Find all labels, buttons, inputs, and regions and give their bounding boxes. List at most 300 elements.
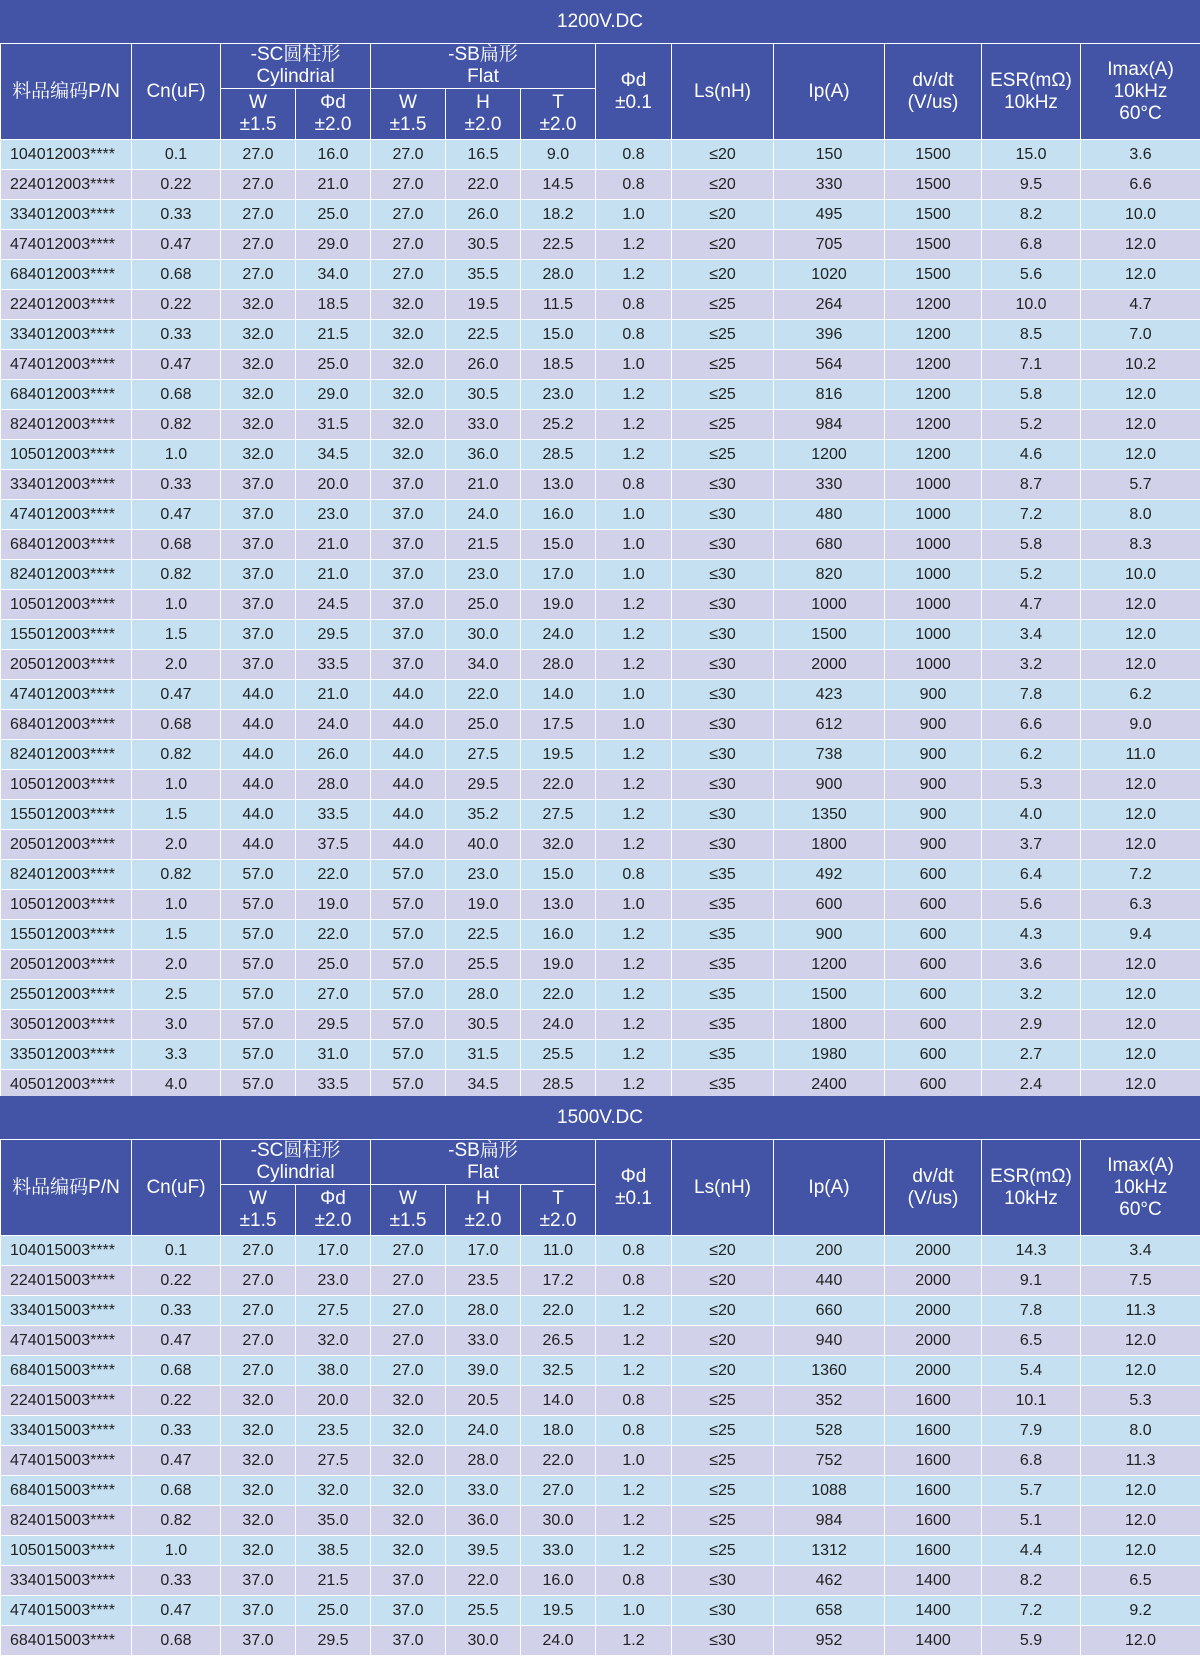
table-cell: 57.0 (371, 950, 446, 980)
table-cell: 33.0 (521, 1536, 596, 1566)
table-cell: 37.0 (221, 530, 296, 560)
table-cell: 20.0 (296, 470, 371, 500)
table-cell: 224015003**** (1, 1386, 132, 1416)
table-cell: 0.82 (132, 560, 221, 590)
table-cell: 440 (774, 1266, 885, 1296)
table-row (1, 1536, 1200, 1566)
table-cell: 24.0 (446, 1416, 521, 1446)
table-row (1, 260, 1200, 290)
table-cell: 27.0 (221, 1266, 296, 1296)
table-cell: 952 (774, 1626, 885, 1656)
table-cell: 2000 (885, 1326, 982, 1356)
table-cell: 684015003**** (1, 1476, 132, 1506)
table-cell: 30.5 (446, 1010, 521, 1040)
table-cell: 7.2 (982, 1596, 1081, 1626)
table-cell: 0.47 (132, 1446, 221, 1476)
table-cell: 12.0 (1081, 590, 1200, 620)
table-cell: 21.0 (296, 680, 371, 710)
table-cell: 900 (885, 800, 982, 830)
table-cell: 0.1 (132, 140, 221, 170)
table-cell: ≤25 (672, 380, 774, 410)
table-cell: 44.0 (221, 830, 296, 860)
table-cell: 600 (885, 890, 982, 920)
header-sc-en: Cylindrial (221, 66, 370, 88)
table-cell: 1500 (885, 140, 982, 170)
table-cell: 57.0 (371, 1040, 446, 1070)
table-cell: 27.0 (221, 170, 296, 200)
table-cell: 16.5 (446, 140, 521, 170)
table-cell: 44.0 (371, 740, 446, 770)
table-cell: 1.2 (596, 1476, 672, 1506)
table-cell: 37.0 (221, 620, 296, 650)
table-cell: 57.0 (371, 1070, 446, 1100)
header-cn: Cn(uF) (132, 1140, 221, 1236)
table-cell: ≤30 (672, 1626, 774, 1656)
table-cell: 11.0 (521, 1236, 596, 1266)
table-cell: 224012003**** (1, 170, 132, 200)
table-cell: 2000 (774, 650, 885, 680)
table-row (1, 1266, 1200, 1296)
table-cell: 23.0 (521, 380, 596, 410)
table-cell: 32.0 (521, 830, 596, 860)
table-cell: 824012003**** (1, 410, 132, 440)
table-row (1, 830, 1200, 860)
table-cell: 1.2 (596, 1326, 672, 1356)
table-cell: ≤20 (672, 1266, 774, 1296)
table-cell: 24.0 (521, 1626, 596, 1656)
header-ls: Ls(nH) (672, 1140, 774, 1236)
table-cell: ≤20 (672, 140, 774, 170)
table-cell: 474015003**** (1, 1596, 132, 1626)
table-cell: 474015003**** (1, 1326, 132, 1356)
table-row (1, 530, 1200, 560)
table-cell: ≤20 (672, 1326, 774, 1356)
table-cell: 600 (885, 1010, 982, 1040)
table-cell: 2000 (885, 1356, 982, 1386)
table-cell: 1.2 (596, 1296, 672, 1326)
table-cell: 33.5 (296, 800, 371, 830)
table-cell: 0.1 (132, 1236, 221, 1266)
table-cell: 1200 (774, 440, 885, 470)
table-cell: 23.0 (446, 560, 521, 590)
table-cell: 1020 (774, 260, 885, 290)
table-cell: 10.0 (982, 290, 1081, 320)
table-cell: ≤20 (672, 230, 774, 260)
table-cell: 1.0 (596, 680, 672, 710)
header-sc-group (221, 1140, 371, 1185)
table-cell: 1600 (885, 1506, 982, 1536)
table-cell: 11.3 (1081, 1296, 1200, 1326)
table-cell: 23.5 (446, 1266, 521, 1296)
table-cell: ≤35 (672, 920, 774, 950)
table-cell: 0.8 (596, 320, 672, 350)
table-cell: 0.8 (596, 1386, 672, 1416)
table-cell: 3.6 (1081, 140, 1200, 170)
table-cell: 1.0 (596, 500, 672, 530)
table-cell: 34.5 (296, 440, 371, 470)
table-cell: 1360 (774, 1356, 885, 1386)
table-cell: ≤30 (672, 800, 774, 830)
table-cell: 104012003**** (1, 140, 132, 170)
table-cell: 27.0 (371, 260, 446, 290)
table-cell: 32.0 (221, 1446, 296, 1476)
table-cell: 6.6 (1081, 170, 1200, 200)
table-cell: 1800 (774, 1010, 885, 1040)
table-cell: 17.5 (521, 710, 596, 740)
table-cell: 0.82 (132, 1506, 221, 1536)
table-cell: 1.2 (596, 410, 672, 440)
table-cell: 105012003**** (1, 890, 132, 920)
table-cell: 1000 (885, 650, 982, 680)
table-cell: 27.0 (221, 1236, 296, 1266)
table-cell: 334012003**** (1, 470, 132, 500)
table-cell: 405012003**** (1, 1070, 132, 1100)
table-cell: 224012003**** (1, 290, 132, 320)
table-cell: 22.0 (446, 1566, 521, 1596)
table-cell: 17.0 (296, 1236, 371, 1266)
table-cell: 16.0 (521, 920, 596, 950)
table-cell: 44.0 (371, 770, 446, 800)
table-cell: 21.0 (296, 530, 371, 560)
table-cell: 7.2 (982, 500, 1081, 530)
table-row (1, 1040, 1200, 1070)
table-cell: 1500 (885, 170, 982, 200)
table-cell: 680 (774, 530, 885, 560)
table-cell: 334012003**** (1, 320, 132, 350)
table-cell: 27.0 (221, 200, 296, 230)
table-cell: 1600 (885, 1536, 982, 1566)
table-cell: 15.0 (521, 530, 596, 560)
table-cell: 9.0 (521, 140, 596, 170)
table-cell: 12.0 (1081, 950, 1200, 980)
table-cell: 33.5 (296, 1070, 371, 1100)
table-cell: ≤25 (672, 440, 774, 470)
table-cell: 5.2 (982, 410, 1081, 440)
table-cell: 4.6 (982, 440, 1081, 470)
table-cell: 37.0 (221, 1626, 296, 1656)
table-cell: 1600 (885, 1416, 982, 1446)
table-cell: 22.0 (521, 1296, 596, 1326)
header-ip: Ip(A) (774, 44, 885, 140)
table-cell: 0.47 (132, 680, 221, 710)
header-sb-h: H ±2.0 (446, 89, 521, 140)
table-cell: 14.5 (521, 170, 596, 200)
table-cell: 7.0 (1081, 320, 1200, 350)
table-cell: 8.2 (982, 1566, 1081, 1596)
table-cell: 57.0 (371, 860, 446, 890)
table-cell: 0.33 (132, 320, 221, 350)
table-cell: 0.82 (132, 740, 221, 770)
table-cell: 0.47 (132, 1326, 221, 1356)
table-cell: 1000 (885, 500, 982, 530)
table-cell: 32.0 (371, 1446, 446, 1476)
table-cell: 9.0 (1081, 710, 1200, 740)
table-cell: 22.0 (446, 170, 521, 200)
table-cell: ≤35 (672, 1010, 774, 1040)
table-cell: 18.2 (521, 200, 596, 230)
table-cell: ≤25 (672, 290, 774, 320)
table-row (1, 1566, 1200, 1596)
table-cell: 32.0 (221, 410, 296, 440)
table-cell: 9.4 (1081, 920, 1200, 950)
header-sc-w: W ±1.5 (221, 89, 296, 140)
table-cell: 37.5 (296, 830, 371, 860)
table-cell: 612 (774, 710, 885, 740)
table-cell: 0.22 (132, 290, 221, 320)
table-cell: 2.7 (982, 1040, 1081, 1070)
table-cell: 27.5 (521, 800, 596, 830)
table-cell: 32.0 (371, 290, 446, 320)
table-cell: 1.0 (596, 560, 672, 590)
section-1500v (0, 1096, 1200, 1656)
table-cell: 8.3 (1081, 530, 1200, 560)
table-cell: 5.6 (982, 260, 1081, 290)
table-cell: 25.2 (521, 410, 596, 440)
table-cell: 12.0 (1081, 1626, 1200, 1656)
table-cell: 30.5 (446, 230, 521, 260)
table-cell: 0.68 (132, 260, 221, 290)
table-cell: 5.7 (982, 1476, 1081, 1506)
table-cell: 19.5 (446, 290, 521, 320)
table-cell: 492 (774, 860, 885, 890)
header-sc-phid: Φd ±2.0 (296, 89, 371, 140)
table-cell: 12.0 (1081, 980, 1200, 1010)
table-cell: 26.5 (521, 1326, 596, 1356)
table-cell: 0.68 (132, 1626, 221, 1656)
table-row (1, 1596, 1200, 1626)
table-row (1, 680, 1200, 710)
table-cell: 984 (774, 1506, 885, 1536)
section-title: 1500V.DC (0, 1096, 1200, 1139)
table-cell: ≤25 (672, 1386, 774, 1416)
table-cell: 20.0 (296, 1386, 371, 1416)
table-cell: 21.5 (446, 530, 521, 560)
table-cell: 684015003**** (1, 1356, 132, 1386)
header-sb-w: W ±1.5 (371, 1185, 446, 1236)
table-cell: 0.82 (132, 410, 221, 440)
table-cell: 32.0 (296, 1326, 371, 1356)
table-cell: 37.0 (371, 1566, 446, 1596)
table-cell: ≤20 (672, 1296, 774, 1326)
table-cell: 1600 (885, 1386, 982, 1416)
table-cell: 12.0 (1081, 620, 1200, 650)
table-cell: 23.0 (296, 1266, 371, 1296)
table-cell: 104015003**** (1, 1236, 132, 1266)
table-row (1, 1236, 1200, 1266)
table-cell: 6.6 (982, 710, 1081, 740)
table-cell: ≤30 (672, 560, 774, 590)
table-cell: 1000 (885, 530, 982, 560)
header-pin: Φd ±0.1 (596, 1140, 672, 1236)
table-cell: 1.2 (596, 620, 672, 650)
table-cell: 27.0 (371, 200, 446, 230)
table-cell: 4.0 (982, 800, 1081, 830)
table-cell: 12.0 (1081, 800, 1200, 830)
table-cell: 334015003**** (1, 1566, 132, 1596)
table-cell: 0.47 (132, 230, 221, 260)
table-cell: 396 (774, 320, 885, 350)
table-cell: 12.0 (1081, 260, 1200, 290)
header-imax: Imax(A) 10kHz 60°C (1081, 1140, 1200, 1236)
table-cell: ≤30 (672, 710, 774, 740)
table-cell: 36.0 (446, 440, 521, 470)
table-cell: 1.2 (596, 1040, 672, 1070)
table-cell: 32.0 (371, 1416, 446, 1446)
table-cell: 22.0 (296, 860, 371, 890)
table-cell: 0.68 (132, 530, 221, 560)
table-cell: 305012003**** (1, 1010, 132, 1040)
table-cell: 5.8 (982, 380, 1081, 410)
table-cell: 1400 (885, 1626, 982, 1656)
table-cell: 12.0 (1081, 770, 1200, 800)
table-cell: 1.2 (596, 980, 672, 1010)
table-cell: 984 (774, 410, 885, 440)
table-cell: 25.0 (296, 1596, 371, 1626)
table-cell: 1.2 (596, 830, 672, 860)
table-cell: 57.0 (221, 1070, 296, 1100)
table-cell: 21.0 (446, 470, 521, 500)
table-cell: 32.0 (221, 440, 296, 470)
table-cell: 0.8 (596, 860, 672, 890)
table-cell: 1.2 (596, 1536, 672, 1566)
table-row (1, 710, 1200, 740)
table-cell: ≤30 (672, 1566, 774, 1596)
table-row (1, 920, 1200, 950)
table-row (1, 1386, 1200, 1416)
table-cell: 600 (885, 1040, 982, 1070)
table-cell: 28.0 (446, 980, 521, 1010)
table-row (1, 170, 1200, 200)
table-row (1, 1506, 1200, 1536)
table-cell: 6.8 (982, 1446, 1081, 1476)
table-cell: 13.0 (521, 890, 596, 920)
table-cell: 1500 (885, 260, 982, 290)
table-cell: 44.0 (371, 680, 446, 710)
table-cell: 27.0 (221, 1356, 296, 1386)
table-cell: ≤30 (672, 770, 774, 800)
table-cell: 0.33 (132, 1296, 221, 1326)
table-cell: 1.0 (596, 350, 672, 380)
table-cell: 1312 (774, 1536, 885, 1566)
table-cell: 3.4 (982, 620, 1081, 650)
table-cell: 474012003**** (1, 500, 132, 530)
table-cell: 29.5 (296, 620, 371, 650)
table-cell: 600 (885, 860, 982, 890)
table-cell: 7.9 (982, 1416, 1081, 1446)
table-cell: 0.8 (596, 470, 672, 500)
table-cell: 32.5 (521, 1356, 596, 1386)
table-cell: 27.0 (371, 1236, 446, 1266)
table-cell: 10.1 (982, 1386, 1081, 1416)
table-cell: 1.2 (596, 950, 672, 980)
table-cell: 2000 (885, 1236, 982, 1266)
table-cell: 37.0 (371, 560, 446, 590)
table-cell: 1800 (774, 830, 885, 860)
table-cell: 12.0 (1081, 830, 1200, 860)
table-cell: 57.0 (221, 860, 296, 890)
table-cell: ≤30 (672, 590, 774, 620)
table-cell: 14.3 (982, 1236, 1081, 1266)
table-cell: 26.0 (446, 350, 521, 380)
table-cell: 4.3 (982, 920, 1081, 950)
header-sc-group (221, 44, 371, 89)
table-cell: 684012003**** (1, 710, 132, 740)
table-cell: 32.0 (371, 350, 446, 380)
table-cell: 200 (774, 1236, 885, 1266)
table-cell: 2000 (885, 1296, 982, 1326)
table-cell: 12.0 (1081, 1506, 1200, 1536)
table-cell: 37.0 (221, 1596, 296, 1626)
table-cell: 1350 (774, 800, 885, 830)
table-cell: 17.0 (521, 560, 596, 590)
table-cell: 264 (774, 290, 885, 320)
table-cell: 10.2 (1081, 350, 1200, 380)
table-cell: 30.0 (521, 1506, 596, 1536)
table-cell: 37.0 (371, 590, 446, 620)
table-row (1, 290, 1200, 320)
table-cell: 23.5 (296, 1416, 371, 1446)
table-cell: 900 (885, 680, 982, 710)
table-cell: 1200 (774, 950, 885, 980)
table-cell: 12.0 (1081, 410, 1200, 440)
table-cell: 334012003**** (1, 200, 132, 230)
table-cell: 8.0 (1081, 500, 1200, 530)
table-body (1, 1236, 1200, 1656)
table-cell: ≤20 (672, 1236, 774, 1266)
table-cell: 29.0 (296, 230, 371, 260)
table-cell: 1600 (885, 1446, 982, 1476)
table-cell: 824012003**** (1, 740, 132, 770)
table-cell: 1400 (885, 1596, 982, 1626)
table-row (1, 440, 1200, 470)
table-cell: 5.9 (982, 1626, 1081, 1656)
table-cell: 57.0 (371, 890, 446, 920)
table-cell: 820 (774, 560, 885, 590)
table-cell: ≤35 (672, 1040, 774, 1070)
table-cell: 1.5 (132, 920, 221, 950)
table-row (1, 1416, 1200, 1446)
table-cell: 0.8 (596, 1236, 672, 1266)
table-cell: 474015003**** (1, 1446, 132, 1476)
table-cell: 3.6 (982, 950, 1081, 980)
table-cell: 12.0 (1081, 380, 1200, 410)
header-pn: 料品编码P/N (1, 44, 132, 140)
table-cell: 37.0 (221, 590, 296, 620)
spec-table (0, 43, 1200, 1100)
table-cell: 1400 (885, 1566, 982, 1596)
table-cell: 37.0 (371, 1626, 446, 1656)
table-cell: 1.2 (596, 1506, 672, 1536)
table-cell: 1.2 (596, 440, 672, 470)
table-cell: 0.8 (596, 1266, 672, 1296)
table-cell: 22.0 (521, 770, 596, 800)
header-sc-en: Cylindrial (221, 1162, 370, 1184)
table-cell: 658 (774, 1596, 885, 1626)
table-cell: 32.0 (221, 380, 296, 410)
table-cell: 31.5 (296, 410, 371, 440)
table-cell: 24.0 (296, 710, 371, 740)
table-cell: 21.0 (296, 170, 371, 200)
header-sb-t: T ±2.0 (521, 89, 596, 140)
table-row (1, 200, 1200, 230)
table-cell: 1200 (885, 380, 982, 410)
table-cell: 334015003**** (1, 1416, 132, 1446)
table-cell: 2.4 (982, 1070, 1081, 1100)
table-cell: 31.5 (446, 1040, 521, 1070)
table-cell: 37.0 (221, 650, 296, 680)
table-cell: 26.0 (446, 200, 521, 230)
table-row (1, 860, 1200, 890)
